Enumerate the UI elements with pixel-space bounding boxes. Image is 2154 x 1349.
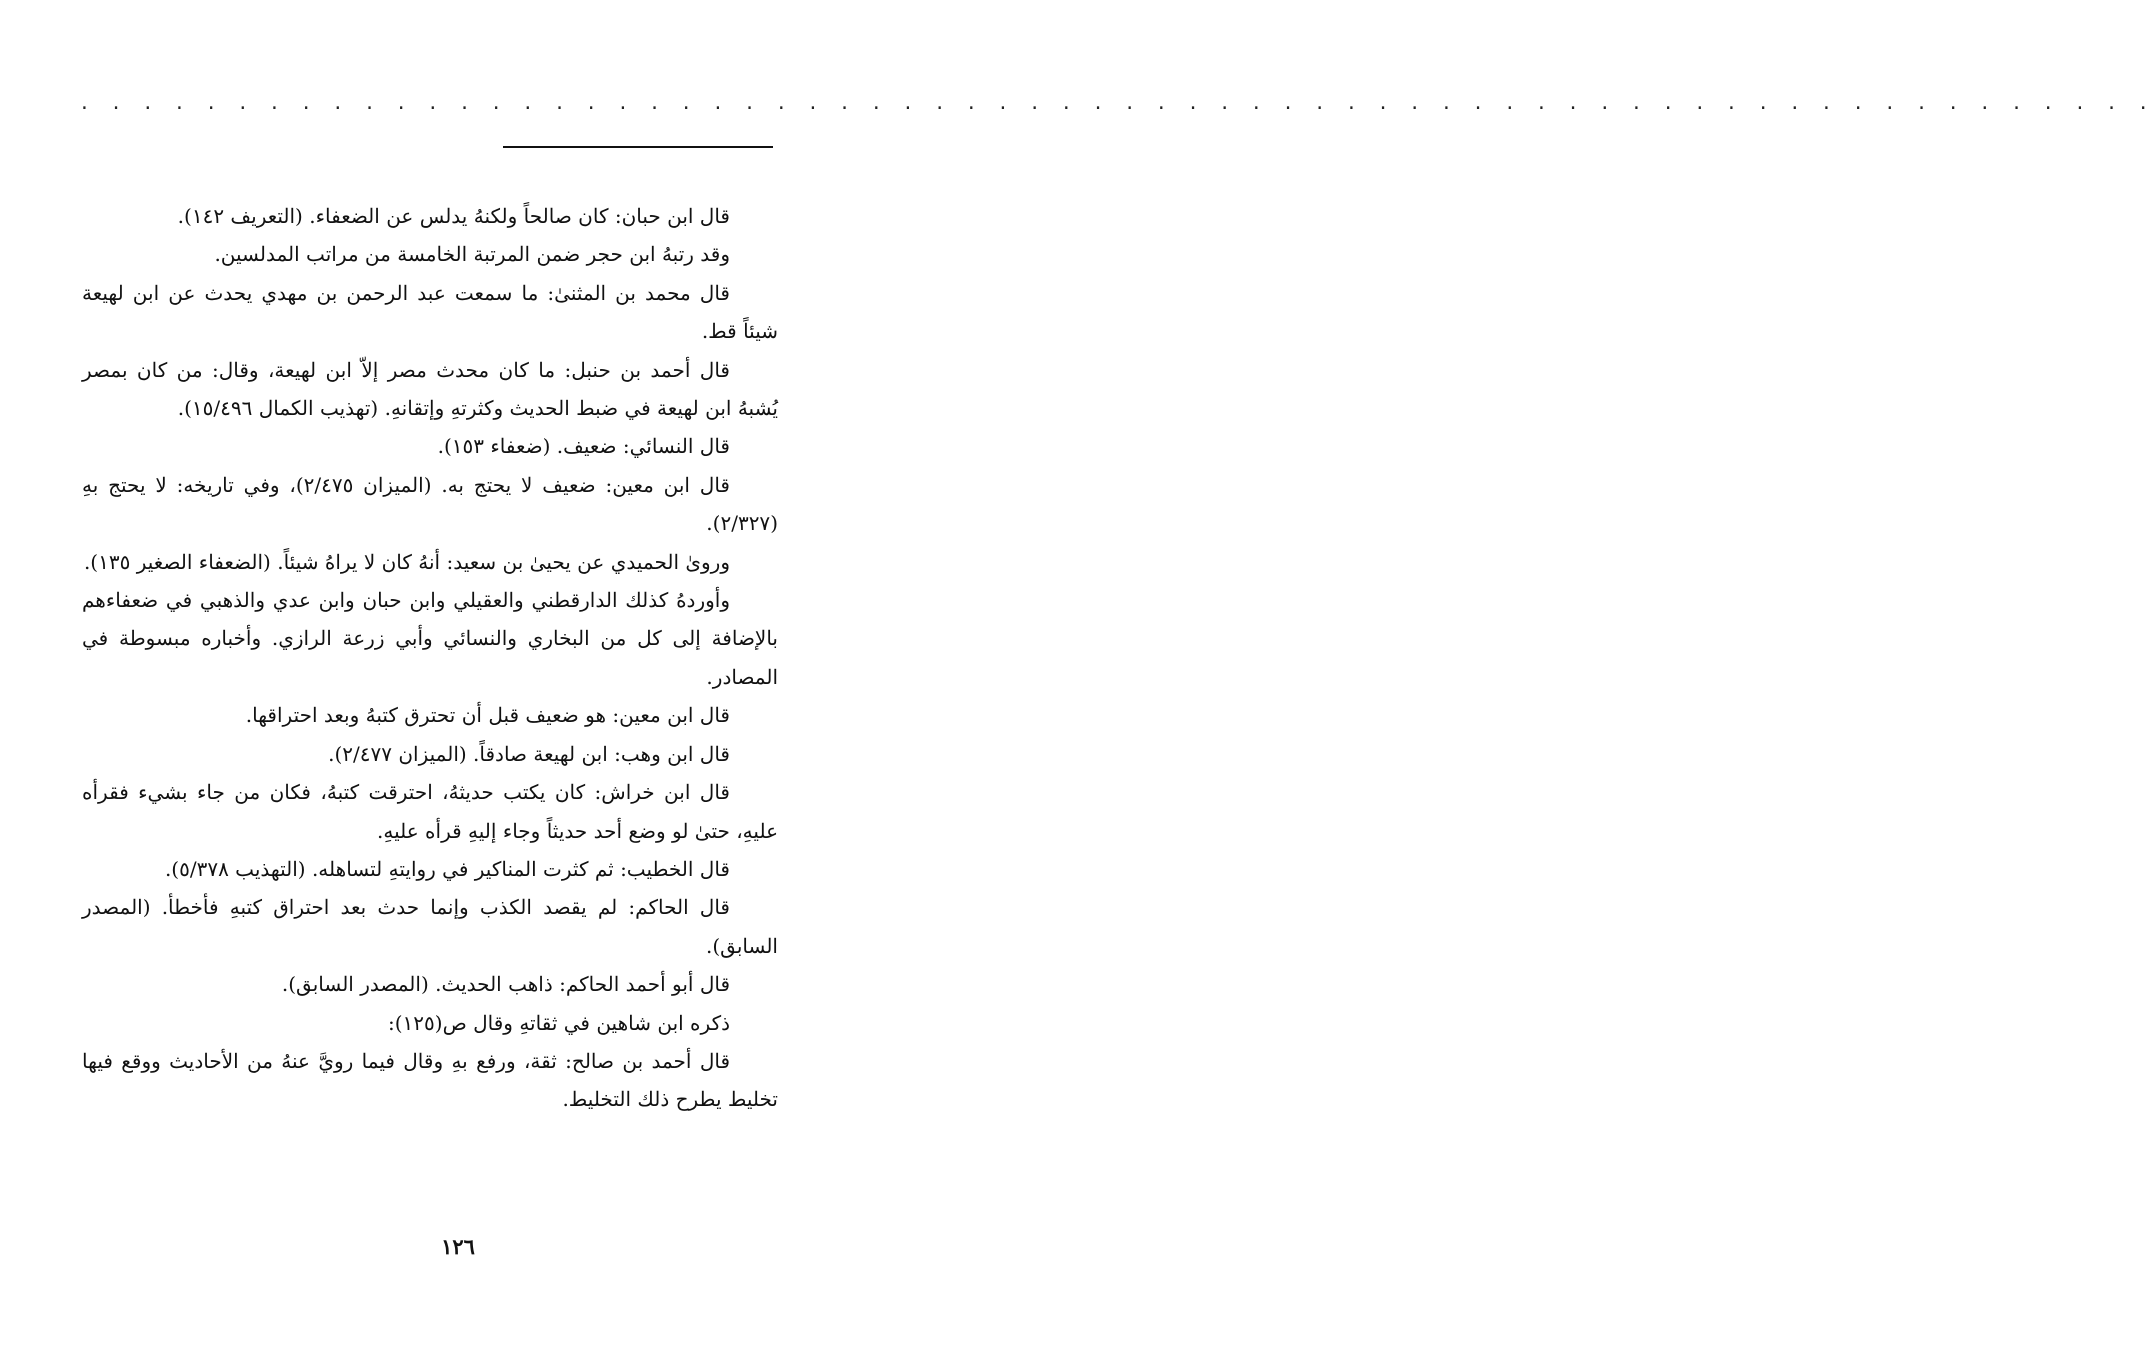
dotted-separator: . . . . . . . . . . . . . . . . . . . . . . . . . . . . . . . . . . . . . . . . . . . . . . . . . . . . . . . . . . . . . . . . . . (79, 93, 2154, 114)
paragraph-ibn-main-2: قال ابن معين: هو ضعيف قبل أن تحترق كتبهُ وبعد احتراقها. (245, 703, 730, 728)
paragraph-daraqutni: وأوردهُ كذلك الدارقطني والعقيلي وابن حبان وابن عدي والذهبي في ضعفاءهم بالإضافة إلى كل من البخاري والنسائي وأبي زرعة الرازي. وأخباره مبسوطة في المصادر. (82, 588, 778, 689)
paragraph-khatib: قال الخطيب: ثم كثرت المناكير في روايتهِ لتساهله. (التهذيب ٥/٣٧٨). (164, 856, 730, 881)
paragraph-abu-ahmad-hakim: قال أبو أحمد الحاكم: ذاهب الحديث. (المصدر السابق). (281, 972, 730, 997)
paragraph-ibn-khirash: قال ابن خراش: كان يكتب حديثهُ، احترقت كتبهُ، فكان من جاء بشيء فقرأه عليهِ، حتىٰ لو وضع أحد حديثاً وجاء إليهِ قرأه عليهِ. (82, 780, 778, 843)
footnote-text-block (82, 197, 778, 1119)
paragraph-ahmad-ibn-salih: قال أحمد بن صالح: ثقة، ورفع بهِ وقال فيما رويَّ عنهُ من الأحاديث ووقع فيها تخليط يطرح ذلك التخليط. (82, 1048, 778, 1112)
paragraph-ibn-wahb: قال ابن وهب: ابن لهيعة صادقاً. (الميزان ٢/٤٧٧). (328, 741, 730, 766)
paragraph-ahmad-ibn-hanbal: قال أحمد بن حنبل: ما كان محدث مصر إلاّ ابن لهيعة، وقال: من كان بمصر يُشبهُ ابن لهيعة في ضبط الحديث وكثرتهِ وإتقانهِ. (تهذيب الكمال ١٥/٤٩٦). (82, 357, 778, 421)
paragraph-ibn-main: قال ابن معين: ضعيف لا يحتج به. (الميزان ٢/٤٧٥)، وفي تاريخه: لا يحتج بهِ (٢/٣٢٧). (82, 472, 778, 536)
paragraph-hakim: قال الحاكم: لم يقصد الكذب وإنما حدث بعد احتراق كتبهِ فأخطأ. (المصدر السابق). (82, 895, 778, 958)
paragraph-muhammad-ibn-muthanna: قال محمد بن المثنىٰ: ما سمعت عبد الرحمن بن مهدي يحدث عن ابن لهيعة شيئاً قط. (82, 280, 778, 344)
paragraph-ibn-hibban: قال ابن حبان: كان صالحاً ولكنهُ يدلس عن الضعفاء. (التعريف ١٤٢). (177, 204, 730, 228)
page-number: ١٢٦ (441, 1234, 475, 1259)
footnote-rule (503, 146, 773, 148)
paragraph-nasai: قال النسائي: ضعيف. (ضعفاء ١٥٣). (437, 434, 730, 459)
paragraph-ibn-hajar: وقد رتبهُ ابن حجر ضمن المرتبة الخامسة من مراتب المدلسين. (214, 242, 730, 267)
paragraph-humaydi: وروىٰ الحميدي عن يحيىٰ بن سعيد: أنهُ كان لا يراهُ شيئاً. (الضعفاء الصغير ١٣٥). (83, 549, 730, 574)
paragraph-ibn-shahin: ذكره ابن شاهين في ثقاتهِ وقال ص(١٢٥): (388, 1010, 730, 1035)
